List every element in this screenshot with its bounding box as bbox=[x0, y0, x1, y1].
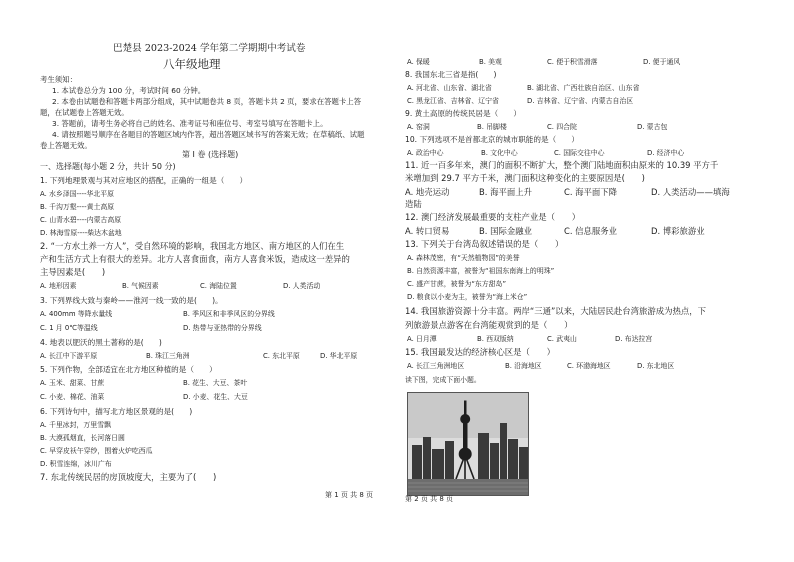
exam-page-2 bbox=[397, 0, 794, 562]
read-figure-prompt: 读下图，完成下面小题。 bbox=[405, 376, 481, 384]
q11-option-c: C. 海平面下降 bbox=[564, 187, 618, 197]
question-11: 11. 近一百多年来，澳门的面积不断扩大，整个澳门陆地面积由原来的 10.39 平方千 bbox=[405, 160, 719, 170]
q13-option-b: B. 自然资源丰富，被誉为“祖国东南海上的明珠” bbox=[407, 267, 555, 275]
notice-line: 题，在试题卷上答题无效。 bbox=[40, 108, 129, 117]
q2-option-d: D. 人类活动 bbox=[283, 282, 321, 290]
q11-option-d-cont: 造陆 bbox=[405, 199, 422, 209]
q9-option-d: D. 蒙古包 bbox=[637, 123, 668, 131]
question-14: 14. 我国旅游资源十分丰富。两岸“三通”以来，大陆居民赴台湾旅游成为热点，下 bbox=[405, 306, 707, 316]
q9-option-a: A. 窑洞 bbox=[407, 123, 430, 131]
q12-option-b: B. 国际金融业 bbox=[479, 226, 532, 236]
q9-option-c: C. 四合院 bbox=[547, 123, 577, 131]
notice-heading: 考生须知： bbox=[40, 75, 77, 84]
q12-option-d: D. 博彩旅游业 bbox=[651, 226, 705, 236]
q5-option-a: A. 玉米、甜菜、甘蔗 bbox=[40, 379, 105, 387]
q10-option-d: D. 经济中心 bbox=[647, 149, 685, 157]
q13-option-c: C. 盛产甘蔗，被誉为“东方甜岛” bbox=[407, 280, 507, 288]
q6-option-a: A. 千里冰封，万里雪飘 bbox=[40, 421, 111, 429]
subject-title: 八年级地理 bbox=[163, 57, 221, 71]
question-2-cont: 主导因素是( ) bbox=[40, 267, 106, 277]
question-9: 9. 黄土高原的传统民居是（ ） bbox=[405, 109, 521, 118]
exam-title: 巴楚县 2023-2024 学年第二学期期中考试卷 bbox=[113, 43, 306, 54]
q14-option-b: B. 西双版纳 bbox=[477, 335, 514, 343]
q1-option-d: D. 林海雪原----柴达木盆地 bbox=[40, 229, 122, 237]
q10-option-a: A. 政治中心 bbox=[407, 149, 444, 157]
q4-option-b: B. 珠江三角洲 bbox=[146, 352, 190, 360]
q3-option-b: B. 季风区和非季风区的分界线 bbox=[183, 310, 275, 318]
part-title: 一、选择题(每小题 2 分，共计 50 分) bbox=[40, 162, 176, 171]
q5-option-c: C. 小麦、棉花、油菜 bbox=[40, 393, 105, 401]
q2-option-b: B. 气候因素 bbox=[122, 282, 159, 290]
q14-option-d: D. 布达拉宫 bbox=[615, 335, 653, 343]
q11-option-b: B. 海平面上升 bbox=[479, 187, 532, 197]
q5-option-d: D. 小麦、花生、大豆 bbox=[183, 393, 248, 401]
question-7: 7. 东北传统民居的房顶坡度大，主要为了( ) bbox=[40, 472, 217, 482]
page-number: 第 2 页 共 8 页 bbox=[405, 495, 454, 503]
q2-option-c: C. 海陆位置 bbox=[200, 282, 237, 290]
question-3: 3. 下列界线大致与秦岭——淮河一线一致的是( )。 bbox=[40, 296, 223, 305]
q11-option-a: A. 地壳运动 bbox=[405, 187, 450, 197]
page-number: 第 1 页 共 8 页 bbox=[325, 491, 374, 499]
q10-option-b: B. 文化中心 bbox=[481, 149, 518, 157]
q7-option-b: B. 美观 bbox=[479, 58, 502, 66]
q6-option-c: C. 早穿皮袄午穿纱，围着火炉吃西瓜 bbox=[40, 447, 153, 455]
notice-line: 卷上答题无效。 bbox=[40, 141, 92, 150]
q13-option-d: D. 粮食以小麦为主，被誉为“海上米仓” bbox=[407, 293, 528, 301]
q9-option-b: B. 吊脚楼 bbox=[477, 123, 507, 131]
question-12: 12. 澳门经济发展最重要的支柱产业是（ ） bbox=[405, 212, 581, 222]
q4-option-a: A. 长江中下游平原 bbox=[40, 352, 98, 360]
notice-line: 4. 请按照题号顺序在各题目的答题区域内作答，超出答题区域书写的答案无效；在草稿纸、试题 bbox=[52, 130, 365, 139]
q5-option-b: B. 花生、大豆、茶叶 bbox=[183, 379, 248, 387]
q7-option-d: D. 便于通风 bbox=[643, 58, 681, 66]
q1-option-c: C. 山青水碧----内蒙古高原 bbox=[40, 216, 122, 224]
q12-option-c: C. 信息服务业 bbox=[564, 226, 618, 236]
q3-option-c: C. 1 月 0℃等温线 bbox=[40, 324, 98, 332]
q13-option-a: A. 森林茂密，有“天然植物园”的美誉 bbox=[407, 254, 520, 262]
notice-line: 3. 答题前，请考生务必将自己的姓名、准考证号和座位号、考室号填写在答题卡上。 bbox=[52, 119, 328, 128]
q15-option-a: A. 长江三角洲地区 bbox=[407, 362, 465, 370]
question-13: 13. 下列关于台湾岛叙述错误的是（ ） bbox=[405, 239, 564, 249]
q3-option-a: A. 400mm 等降水量线 bbox=[40, 310, 113, 318]
skyline-illustration bbox=[408, 393, 528, 495]
q8-option-a: A. 河北省、山东省、湖北省 bbox=[407, 84, 492, 92]
question-1: 1. 下列地理景观与其对应地区的搭配，正确的一组是（ ） bbox=[40, 176, 248, 185]
section-title: 第 I 卷 (选择题) bbox=[182, 150, 239, 159]
question-8: 8. 我国东北三省是指( ) bbox=[405, 70, 497, 79]
question-2-cont: 产和生活方式上有很大的差异。北方人喜食面食，南方人喜食米饭，造成这一差异的 bbox=[40, 254, 350, 264]
q10-option-c: C. 国际交往中心 bbox=[554, 149, 605, 157]
question-5: 5. 下列作物，全部适宜在北方地区种植的是（ ） bbox=[40, 365, 217, 374]
q15-option-d: D. 东北地区 bbox=[637, 362, 675, 370]
q11-option-d: D. 人类活动——填海 bbox=[651, 187, 730, 197]
q4-option-d: D. 华北平原 bbox=[320, 352, 358, 360]
q1-option-a: A. 水乡泽国----华北平原 bbox=[40, 190, 115, 198]
notice-line: 2. 本卷由试题卷和答题卡两部分组成，其中试题卷共 8 页，答题卡共 2 页，要求在答题卡上答 bbox=[52, 97, 362, 106]
q7-option-a: A. 保暖 bbox=[407, 58, 430, 66]
q6-option-d: D. 积雪连绵，冰川广布 bbox=[40, 460, 112, 468]
q7-option-c: C. 便于积雪滑落 bbox=[547, 58, 598, 66]
q12-option-a: A. 转口贸易 bbox=[405, 226, 450, 236]
q14-option-c: C. 武夷山 bbox=[547, 335, 577, 343]
question-2: 2. “一方水土养一方人”，受自然环境的影响，我国北方地区、南方地区的人们在生 bbox=[40, 241, 345, 251]
q3-option-d: D. 热带与亚热带的分界线 bbox=[183, 324, 262, 332]
q8-option-b: B. 湖北省、广西壮族自治区、山东省 bbox=[527, 84, 640, 92]
question-15: 15. 我国最发达的经济核心区是（ ） bbox=[405, 347, 555, 357]
q8-option-c: C. 黑龙江省、吉林省、辽宁省 bbox=[407, 97, 499, 105]
q15-option-b: B. 沿海地区 bbox=[505, 362, 542, 370]
question-10: 10. 下列选项不是首都北京的城市职能的是（ ） bbox=[405, 135, 579, 144]
question-4: 4. 地表以肥沃的黑土著称的是( ) bbox=[40, 338, 162, 347]
q14-option-a: A. 日月潭 bbox=[407, 335, 437, 343]
q6-option-b: B. 大漠孤烟直，长河落日圆 bbox=[40, 434, 125, 442]
q1-option-b: B. 千沟万壑----黄土高原 bbox=[40, 203, 115, 211]
q15-option-c: C. 环渤海地区 bbox=[567, 362, 611, 370]
q8-option-d: D. 吉林省、辽宁省、内蒙古自治区 bbox=[527, 97, 634, 105]
q2-option-a: A. 地形因素 bbox=[40, 282, 77, 290]
question-11-cont: 米增加到 29.7 平方千米，澳门面积这种变化的主要原因是( ) bbox=[405, 173, 645, 183]
notice-line: 1. 本试卷总分为 100 分，考试时间 60 分钟。 bbox=[52, 86, 206, 95]
question-14-cont: 列旅游景点游客在台湾能观赏到的是（ ） bbox=[405, 320, 573, 330]
city-skyline-photo bbox=[407, 392, 529, 496]
q4-option-c: C. 东北平原 bbox=[263, 352, 300, 360]
question-6: 6. 下列诗句中，描写北方地区景观的是( ) bbox=[40, 407, 193, 416]
